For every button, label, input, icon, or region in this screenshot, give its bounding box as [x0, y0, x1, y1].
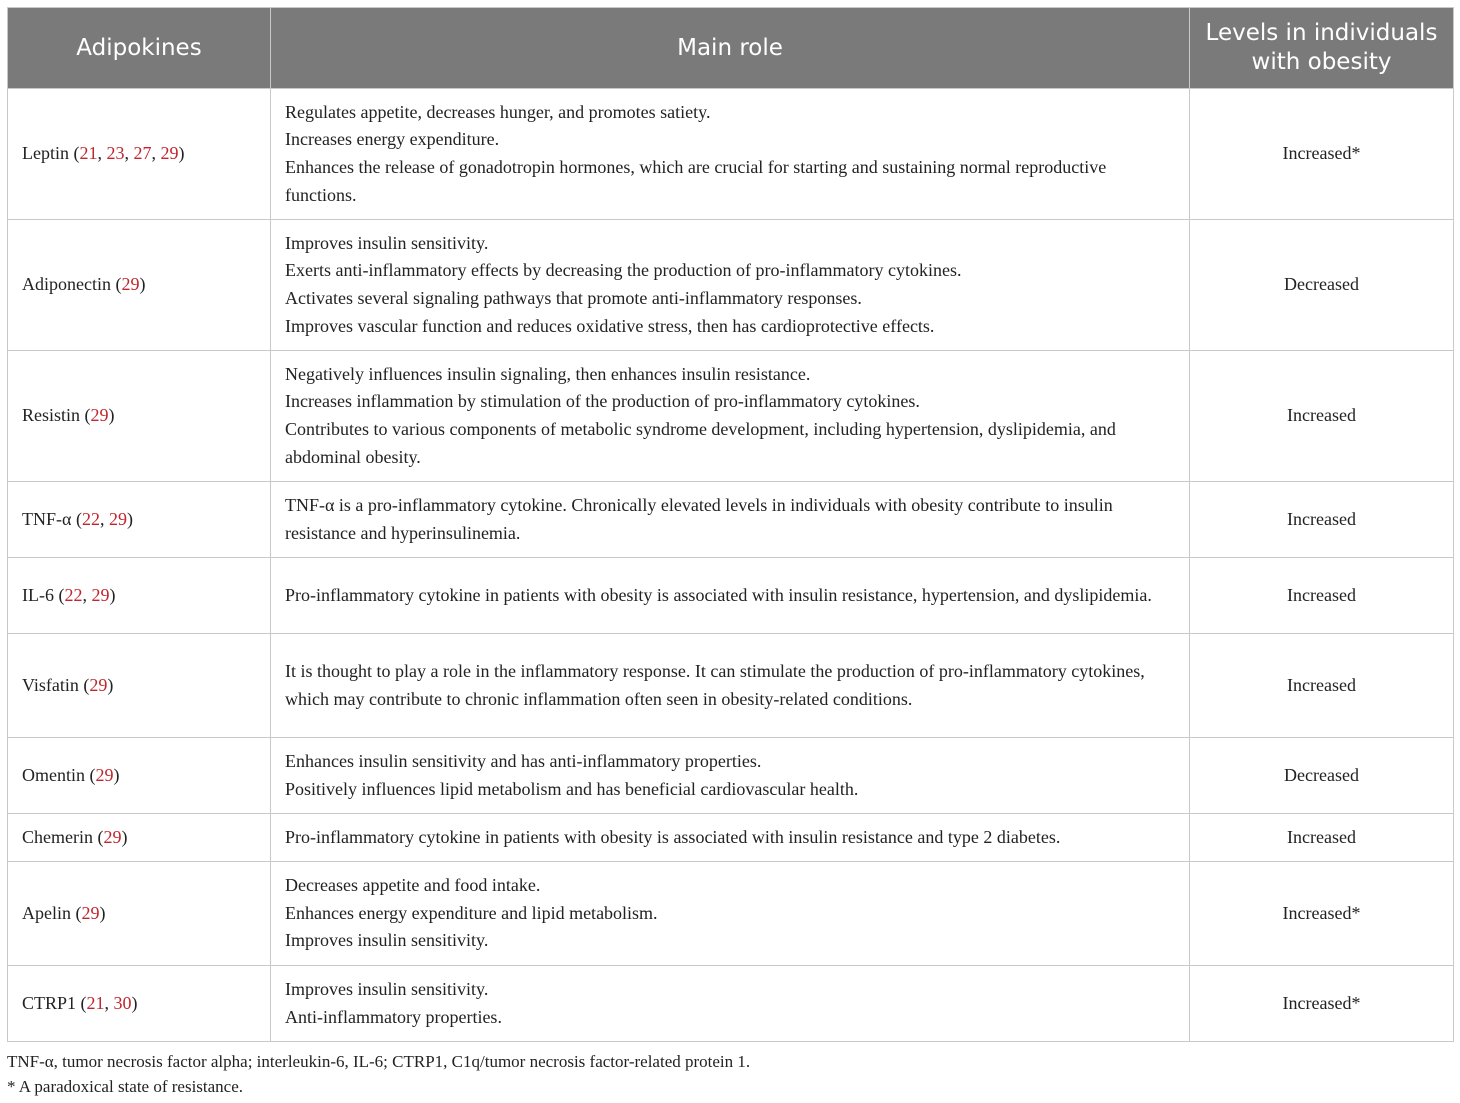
main-role-cell	[271, 220, 1190, 351]
obesity-level-cell: Decreased	[1190, 220, 1454, 351]
adipokine-name-cell: Adiponectin (29)	[8, 220, 271, 351]
table-body	[8, 89, 1454, 1042]
role-line: Regulates appetite, decreases hunger, and promotes satiety.	[285, 101, 711, 122]
role-line: Enhances insulin sensitivity and has anti-inflammatory properties.	[285, 750, 762, 771]
reference-link[interactable]: 29	[95, 764, 114, 785]
adipokines-table-container	[7, 7, 1453, 1042]
header-levels: Levels in individuals with obesity	[1190, 8, 1454, 89]
adipokine-name: Resistin	[22, 405, 81, 426]
role-line: Enhances energy expenditure and lipid metabolism.	[285, 902, 658, 923]
main-role-cell	[271, 966, 1190, 1042]
reference-link[interactable]: 29	[90, 405, 109, 426]
adipokine-name: Apelin	[22, 902, 71, 923]
reference-link[interactable]: 29	[103, 826, 122, 847]
adipokine-name: Adiponectin	[22, 274, 111, 295]
obesity-level-cell: Increased*	[1190, 862, 1454, 966]
role-line: Anti-inflammatory properties.	[285, 1006, 502, 1027]
adipokine-name-cell: Visfatin (29)	[8, 634, 271, 738]
role-line: Increases energy expenditure.	[285, 129, 500, 150]
obesity-level-cell: Increased	[1190, 634, 1454, 738]
adipokine-name: Chemerin	[22, 826, 93, 847]
main-role-cell	[271, 862, 1190, 966]
table-row	[8, 738, 1454, 814]
reference-link[interactable]: 27	[133, 143, 152, 164]
obesity-level-cell: Increased*	[1190, 89, 1454, 220]
reference-link[interactable]: 22	[81, 508, 100, 529]
header-adipokines: Adipokines	[8, 8, 271, 89]
role-line: Negatively influences insulin signaling, then enhances insulin resistance.	[285, 363, 811, 384]
table-row	[8, 862, 1454, 966]
table-row	[8, 634, 1454, 738]
adipokine-name: Omentin	[22, 764, 85, 785]
table-footnotes	[7, 1049, 750, 1099]
role-line: TNF-α is a pro-inflammatory cytokine. Chronically elevated levels in individuals with obesity contribute to insulin resistance and hyperinsulinemia.	[285, 494, 1113, 543]
role-line: It is thought to play a role in the inflammatory response. It can stimulate the production of pro-inflammatory cytokines, which may contribute to chronic inflammation often seen in obesity-related conditions.	[285, 660, 1145, 709]
main-role-cell	[271, 482, 1190, 558]
adipokine-name: IL-6	[22, 584, 54, 605]
obesity-level-cell: Increased	[1190, 558, 1454, 634]
main-role-cell	[271, 558, 1190, 634]
reference-link[interactable]: 21	[86, 992, 105, 1013]
reference-link[interactable]: 29	[89, 674, 108, 695]
adipokine-name-cell: Resistin (29)	[8, 351, 271, 482]
table-row	[8, 966, 1454, 1042]
table-row	[8, 558, 1454, 634]
main-role-cell	[271, 634, 1190, 738]
adipokine-name-cell: IL-6 (22, 29)	[8, 558, 271, 634]
adipokine-name: Visfatin	[22, 674, 79, 695]
adipokine-name-cell: Chemerin (29)	[8, 814, 271, 862]
role-line: Improves vascular function and reduces oxidative stress, then has cardioprotective effects.	[285, 315, 935, 336]
role-line: Improves insulin sensitivity.	[285, 232, 489, 253]
obesity-level-cell: Increased	[1190, 482, 1454, 558]
role-line: Activates several signaling pathways that promote anti-inflammatory responses.	[285, 288, 862, 308]
obesity-level-cell: Increased	[1190, 814, 1454, 862]
adipokine-name-cell: Apelin (29)	[8, 862, 271, 966]
role-line: Pro-inflammatory cytokine in patients with obesity is associated with insulin resistance and type 2 diabetes.	[285, 826, 1061, 847]
role-line: Decreases appetite and food intake.	[285, 875, 541, 896]
footnote-abbreviations: TNF-α, tumor necrosis factor alpha; interleukin-6, IL-6; CTRP1, C1q/tumor necrosis factor-related protein 1.	[7, 1052, 751, 1071]
table-row	[8, 482, 1454, 558]
adipokine-name-cell: Omentin (29)	[8, 738, 271, 814]
main-role-cell	[271, 814, 1190, 862]
adipokine-name-cell: Leptin (21, 23, 27, 29)	[8, 89, 271, 220]
adipokine-name: CTRP1	[22, 992, 77, 1013]
role-line: Increases inflammation by stimulation of the production of pro-inflammatory cytokines.	[285, 391, 920, 412]
adipokine-name-cell: TNF-α (22, 29)	[8, 482, 271, 558]
table-row	[8, 351, 1454, 482]
adipokine-name: Leptin	[22, 143, 69, 164]
role-line: Exerts anti-inflammatory effects by decreasing the production of pro-inflammatory cytokines.	[285, 260, 962, 281]
obesity-level-cell: Decreased	[1190, 738, 1454, 814]
reference-link[interactable]: 22	[64, 584, 83, 605]
adipokine-name: TNF-α	[22, 508, 72, 529]
table-row	[8, 220, 1454, 351]
role-line: Improves insulin sensitivity.	[285, 930, 489, 951]
role-line: Pro-inflammatory cytokine in patients with obesity is associated with insulin resistance, hypertension, and dyslipidemia.	[285, 584, 1152, 605]
role-line: Improves insulin sensitivity.	[285, 978, 489, 999]
obesity-level-cell: Increased	[1190, 351, 1454, 482]
reference-link[interactable]: 30	[113, 992, 132, 1013]
role-line: Enhances the release of gonadotropin hormones, which are crucial for starting and sustaining normal reproductive functions.	[285, 157, 1107, 205]
main-role-cell	[271, 89, 1190, 220]
reference-link[interactable]: 29	[81, 902, 100, 923]
reference-link[interactable]: 29	[121, 274, 140, 295]
footnote-asterisk: * A paradoxical state of resistance.	[7, 1077, 244, 1096]
main-role-cell	[271, 351, 1190, 482]
adipokine-name-cell: CTRP1 (21, 30)	[8, 966, 271, 1042]
adipokines-table	[7, 7, 1454, 1042]
table-header-row	[8, 8, 1454, 89]
main-role-cell	[271, 738, 1190, 814]
reference-link[interactable]: 21	[79, 143, 98, 164]
reference-link[interactable]: 29	[108, 508, 127, 529]
reference-link[interactable]: 23	[106, 143, 125, 164]
header-main-role: Main role	[271, 8, 1190, 89]
table-row	[8, 89, 1454, 220]
obesity-level-cell: Increased*	[1190, 966, 1454, 1042]
reference-link[interactable]: 29	[160, 143, 179, 164]
reference-link[interactable]: 29	[91, 584, 110, 605]
role-line: Contributes to various components of metabolic syndrome development, including hypertension, dyslipidemia, and abdominal obesity.	[285, 419, 1116, 467]
role-line: Positively influences lipid metabolism and has beneficial cardiovascular health.	[285, 778, 859, 799]
table-row	[8, 814, 1454, 862]
